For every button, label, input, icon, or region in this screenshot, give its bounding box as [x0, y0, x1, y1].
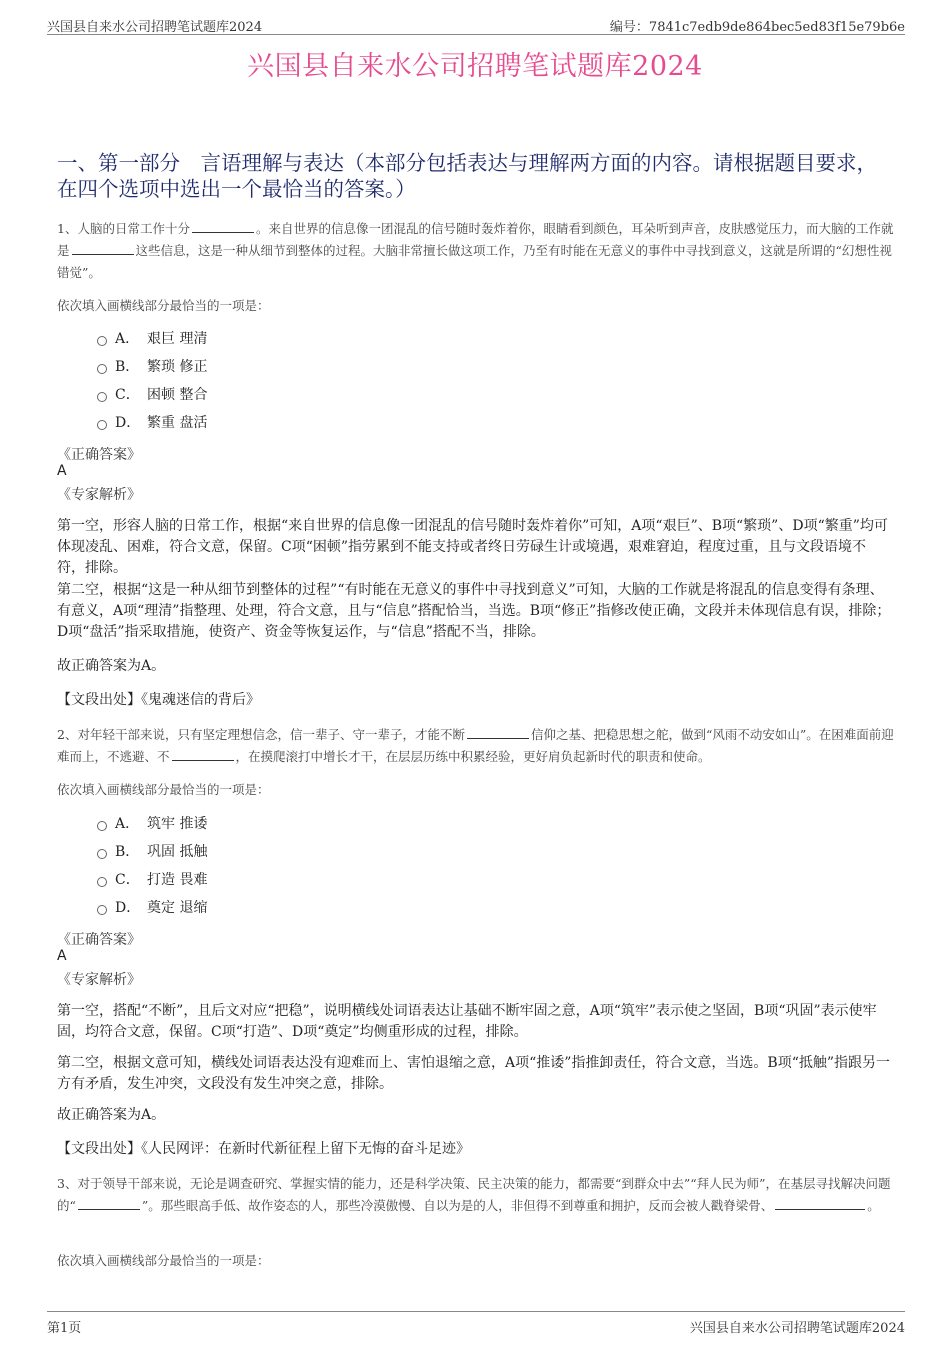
header-doc-title: 兴国县自来水公司招聘笔试题库2024	[47, 20, 263, 35]
page-footer	[47, 1311, 905, 1336]
radio-icon[interactable]	[97, 821, 107, 831]
analysis-conclusion: 故正确答案为A。	[57, 1107, 166, 1123]
question-2-text	[57, 724, 900, 768]
option-letter: B．	[115, 844, 140, 860]
question-text-part: 这些信息，这是一种从细节到整体的过程。大脑非常擅长做这项工作，乃至有时能在无意义的事件中寻找到意义，这就是所谓的“幻想性视错觉”。	[57, 243, 892, 280]
radio-icon[interactable]	[97, 877, 107, 887]
question-2-option-a[interactable]	[97, 813, 207, 835]
option-letter: A．	[115, 331, 140, 347]
question-text-part: 3、对于领导干部来说，无论是调查研究、掌握实情的能力，还是科学决策、民主决策的能力，都需要“到群众中去”“拜人民为师”，在基层寻找解决问题的“	[57, 1176, 891, 1213]
question-text-part: 。	[867, 1198, 880, 1213]
analysis-paragraph: 第二空，根据文意可知，横线处词语表达没有迎难而上、害怕退缩之意，A项“推诿”指推卸责任，符合文意，当选。B项“抵触”指跟另一方有矛盾，发生冲突，文段没有发生冲突之意，排除。	[57, 1055, 891, 1092]
answer-value: A	[57, 948, 67, 964]
question-1-option-a[interactable]	[97, 328, 207, 350]
radio-icon[interactable]	[97, 849, 107, 859]
question-1-prompt: 依次填入画横线部分最恰当的一项是：	[57, 298, 270, 313]
analysis-paragraph: 第二空，根据“这是一种从细节到整体的过程”“有时能在无意义的事件中寻找到意义”可知，大脑的工作就是将混乱的信息变得有条理、有意义，A项“理清”指整理、处理，符合文意，且与“信息”搭配恰当，当选。B项“修正”指修改使正确，文段并未体现信息有误，排除；D项“盘活”指采取措施，使资产、资金等恢复运作，与“信息”搭配不当，排除。	[57, 582, 891, 640]
fill-blank	[78, 1197, 140, 1210]
question-2-prompt: 依次填入画横线部分最恰当的一项是：	[57, 782, 270, 797]
option-text: 巩固 抵触	[147, 844, 208, 860]
option-letter: D．	[115, 415, 141, 431]
fill-blank	[775, 1197, 865, 1210]
question-3-prompt: 依次填入画横线部分最恰当的一项是：	[57, 1253, 270, 1268]
option-text: 艰巨 理清	[147, 331, 208, 347]
question-2-option-c[interactable]	[97, 869, 207, 891]
option-text: 繁琐 修正	[147, 359, 208, 375]
fill-blank	[467, 726, 529, 739]
question-2-option-d[interactable]	[97, 897, 207, 919]
analysis-conclusion: 故正确答案为A。	[57, 658, 166, 674]
question-text-part: 1、人脑的日常工作十分	[57, 221, 190, 236]
option-letter: C．	[115, 872, 140, 888]
option-text: 筑牢 推诿	[147, 816, 208, 832]
question-text-part: 信仰之基、把稳思想之舵，做到“风雨不动安如山”。在困难面前迎难而上，不逃避、不	[57, 727, 894, 764]
answer-label: 《正确答案》	[57, 447, 141, 463]
page-number: 第1页	[47, 1321, 82, 1336]
question-2-option-b[interactable]	[97, 841, 207, 863]
header-doc-id: 编号：7841c7edb9de864bec5ed83f15e79b6e	[609, 20, 905, 35]
fill-blank	[172, 748, 234, 761]
radio-icon[interactable]	[97, 364, 107, 374]
fill-blank	[72, 242, 134, 255]
question-3-text	[57, 1173, 900, 1217]
question-text-part: 2、对年轻干部来说，只有坚定理想信念，信一辈子、守一辈子，才能不断	[57, 727, 465, 742]
option-letter: C．	[115, 387, 140, 403]
option-letter: B．	[115, 359, 140, 375]
analysis-label: 《专家解析》	[57, 972, 141, 988]
analysis-paragraph: 第一空，搭配“不断”，且后文对应“把稳”，说明横线处词语表达让基础不断牢固之意，A项“筑牢”表示使之坚固，B项“巩固”表示使牢固，均符合文意，保留。C项“打造”、D项“奠定”均侧重形成的过程，排除。	[57, 1003, 877, 1040]
option-text: 困顿 整合	[147, 387, 208, 403]
analysis-source: 【文段出处】《鬼魂迷信的背后》	[57, 692, 260, 708]
question-1-option-d[interactable]	[97, 412, 207, 434]
option-text: 繁重 盘活	[147, 415, 208, 431]
fill-blank	[192, 220, 254, 233]
analysis-label: 《专家解析》	[57, 487, 141, 503]
radio-icon[interactable]	[97, 420, 107, 430]
question-text-part: ，在摸爬滚打中增长才干，在层层历练中积累经验，更好肩负起新时代的职责和使命。	[235, 749, 711, 764]
question-1-option-c[interactable]	[97, 384, 207, 406]
question-text-part: ”。那些眼高手低、故作姿态的人，那些冷漠傲慢、自以为是的人，非但得不到尊重和拥护，反而会被人戳脊梁骨、	[141, 1198, 774, 1213]
option-text: 打造 畏难	[147, 872, 208, 888]
question-text-part: 。来自世界的信息像一团混乱的信号随时轰炸着你，眼睛看到颜色，耳朵听到声音，皮肤感觉压力，而大脑的工作就是	[57, 221, 894, 258]
analysis-paragraph: 第一空，形容人脑的日常工作，根据“来自世界的信息像一团混乱的信号随时轰炸着你”可知，A项“艰巨”、B项“繁琐”、D项“繁重”均可体现凌乱、困难，符合文意，保留。C项“困顿”指劳累到不能支持或者终日劳碌生计或境遇，艰难窘迫，程度过重，且与文段语境不符，排除。	[57, 518, 888, 576]
option-letter: A．	[115, 816, 140, 832]
question-1-option-b[interactable]	[97, 356, 207, 378]
question-1-text	[57, 218, 900, 284]
section-heading: 一、第一部分 言语理解与表达（本部分包括表达与理解两方面的内容。请根据题目要求，在四个选项中选出一个最恰当的答案。）	[57, 151, 877, 201]
page-header	[47, 12, 905, 35]
radio-icon[interactable]	[97, 905, 107, 915]
option-letter: D．	[115, 900, 141, 916]
radio-icon[interactable]	[97, 336, 107, 346]
radio-icon[interactable]	[97, 392, 107, 402]
footer-doc-title: 兴国县自来水公司招聘笔试题库2024	[689, 1321, 905, 1336]
answer-label: 《正确答案》	[57, 932, 141, 948]
analysis-source: 【文段出处】《人民网评：在新时代新征程上留下无悔的奋斗足迹》	[57, 1141, 470, 1157]
page-title: 兴国县自来水公司招聘笔试题库2024	[247, 51, 703, 82]
option-text: 奠定 退缩	[147, 900, 208, 916]
answer-value: A	[57, 463, 67, 479]
